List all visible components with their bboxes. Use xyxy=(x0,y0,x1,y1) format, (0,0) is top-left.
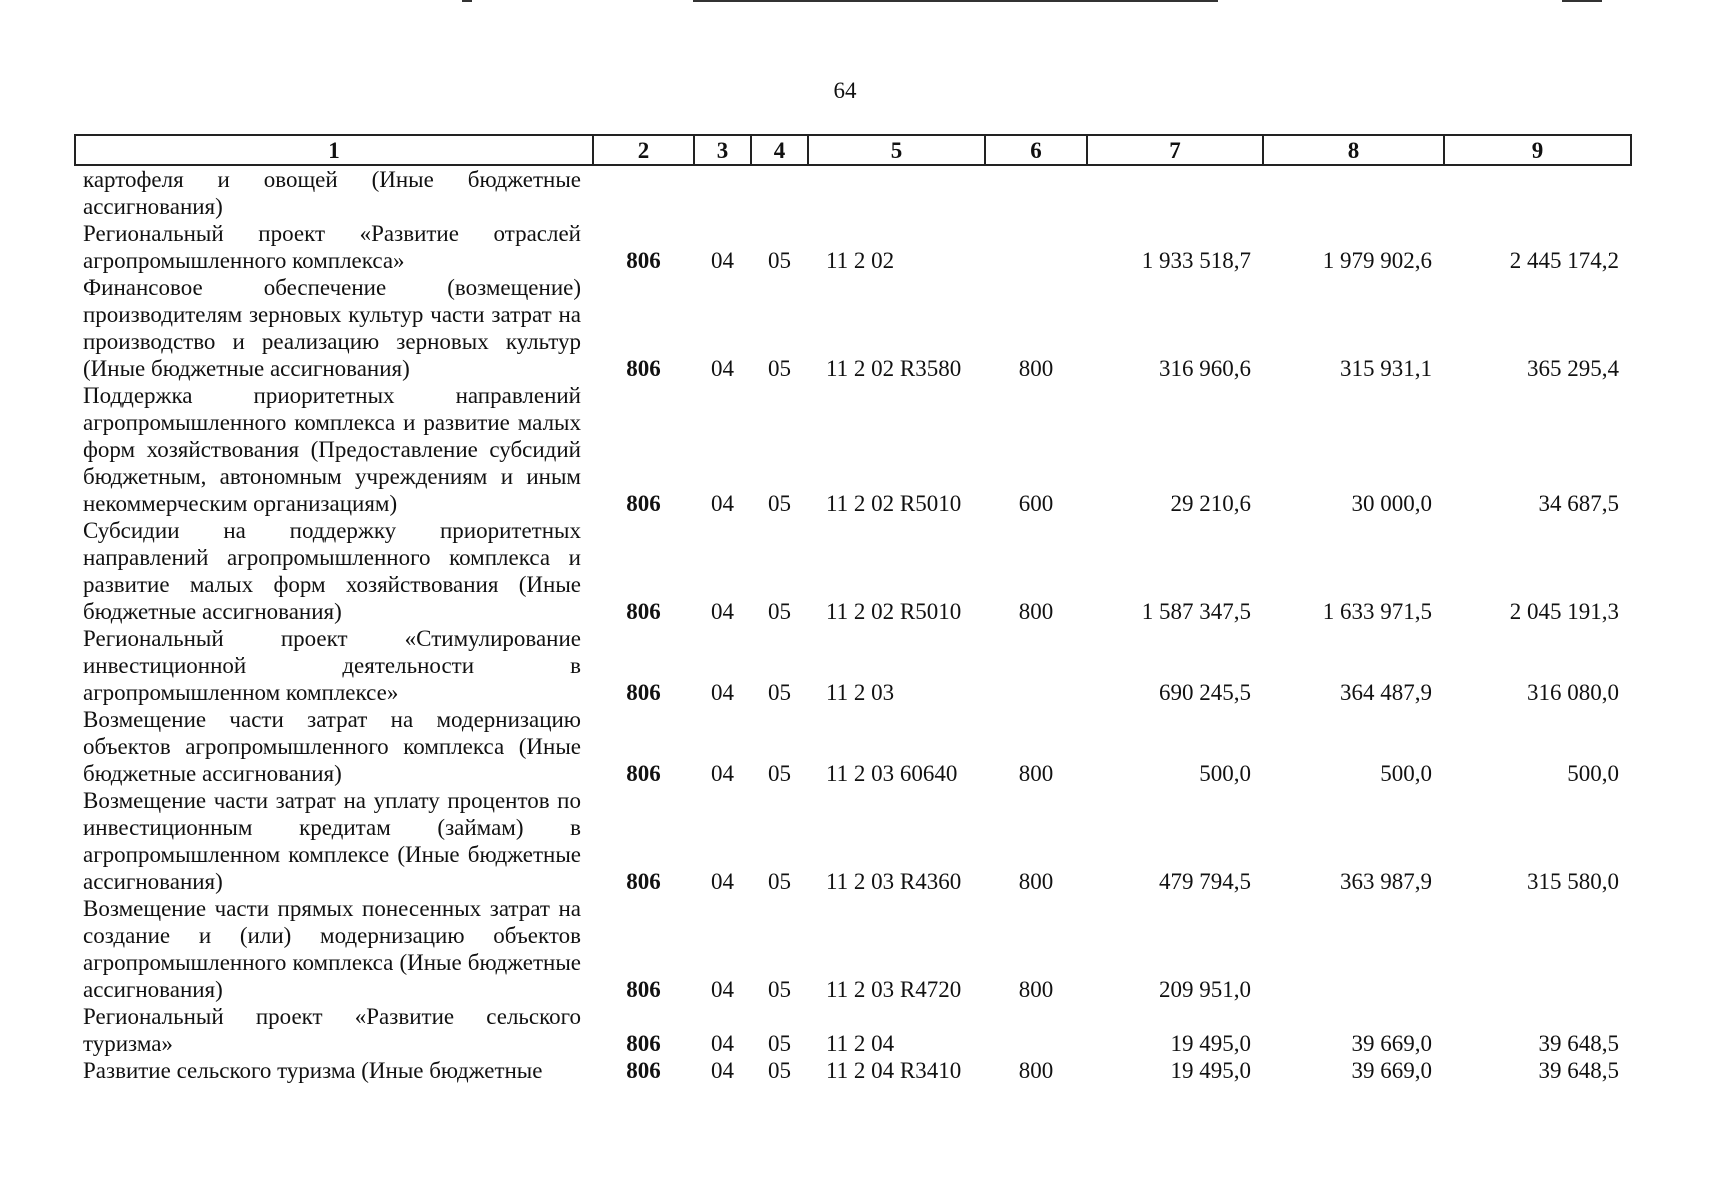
row-subsection: 05 xyxy=(768,248,791,273)
scan-top-line-center xyxy=(693,0,1218,2)
row-subsection xyxy=(751,165,808,220)
row-section: 04 xyxy=(711,977,734,1002)
row-name: Региональный проект «Стимулирование инвестиционной деятельности в агропромышленном комплексе» xyxy=(83,626,581,705)
row-amount-col8: 315 931,1 xyxy=(1340,356,1432,381)
row-ministry-code: 806 xyxy=(626,761,661,786)
budget-table xyxy=(74,134,1632,1084)
row-target-code: 11 2 02 R5010 xyxy=(826,491,962,516)
row-amount-col9: 34 687,5 xyxy=(1538,491,1619,516)
table-row xyxy=(75,706,1631,787)
row-expense-type xyxy=(985,165,1087,220)
row-subsection: 05 xyxy=(768,491,791,516)
row-amount-col7: 29 210,6 xyxy=(1170,491,1251,516)
table-row xyxy=(75,165,1631,220)
header-col-3: 3 xyxy=(694,135,751,165)
row-amount-col8: 1 979 902,6 xyxy=(1322,248,1432,273)
row-amount-col7: 1 933 518,7 xyxy=(1141,248,1251,273)
row-name: Субсидии на поддержку приоритетных направлений агропромышленного комплекса и развитие малых форм хозяйствования (Иные бюджетные ассигнования) xyxy=(83,518,581,624)
row-amount-col8 xyxy=(1263,165,1444,220)
table-row xyxy=(75,1057,1631,1084)
row-section: 04 xyxy=(711,356,734,381)
table-row xyxy=(75,1003,1631,1057)
header-col-8: 8 xyxy=(1263,135,1444,165)
row-amount-col7: 209 951,0 xyxy=(1159,977,1251,1002)
row-subsection: 05 xyxy=(768,1031,791,1056)
table-body xyxy=(75,165,1631,1084)
scan-top-line-right xyxy=(1562,0,1602,2)
budget-table-container xyxy=(74,134,1630,1084)
row-expense-type: 800 xyxy=(1018,356,1054,381)
row-amount-col9: 39 648,5 xyxy=(1538,1031,1619,1056)
row-amount-col9: 500,0 xyxy=(1567,761,1619,786)
row-target-code: 11 2 02 R5010 xyxy=(826,599,962,624)
row-amount-col7 xyxy=(1087,165,1263,220)
row-name: Региональный проект «Развитие отраслей агропромышленного комплекса» xyxy=(83,221,581,273)
scan-top-line-left xyxy=(462,0,472,2)
row-amount-col8: 363 987,9 xyxy=(1340,869,1432,894)
row-target-code: 11 2 02 xyxy=(826,248,895,273)
row-subsection: 05 xyxy=(768,356,791,381)
row-name: Развитие сельского туризма (Иные бюджетные xyxy=(83,1058,543,1083)
row-name: Поддержка приоритетных направлений агропромышленного комплекса и развитие малых форм хозяйствования (Предоставление субсидий бюджетным, автономным учреждениям и иным некоммерческим организациям) xyxy=(83,383,581,516)
row-section: 04 xyxy=(711,599,734,624)
row-amount-col7: 19 495,0 xyxy=(1170,1031,1251,1056)
row-section: 04 xyxy=(711,680,734,705)
row-name: Региональный проект «Развитие сельского туризма» xyxy=(83,1004,581,1056)
row-amount-col9: 316 080,0 xyxy=(1527,680,1619,705)
row-subsection: 05 xyxy=(768,1058,791,1083)
row-expense-type xyxy=(985,625,1087,706)
row-amount-col9 xyxy=(1444,895,1631,1003)
table-row xyxy=(75,787,1631,895)
row-amount-col9: 39 648,5 xyxy=(1538,1058,1619,1083)
row-name: картофеля и овощей (Иные бюджетные ассигнования) xyxy=(83,167,581,219)
row-target-code: 11 2 04 xyxy=(826,1031,895,1056)
row-amount-col9: 2 445 174,2 xyxy=(1509,248,1619,273)
row-ministry-code: 806 xyxy=(626,356,661,381)
row-ministry-code: 806 xyxy=(626,1031,661,1056)
row-section: 04 xyxy=(711,869,734,894)
table-row xyxy=(75,274,1631,382)
table-row xyxy=(75,220,1631,274)
row-expense-type: 600 xyxy=(1018,491,1054,516)
row-name: Возмещение части затрат на уплату процентов по инвестиционным кредитам (займам) в агропромышленном комплексе (Иные бюджетные ассигнования) xyxy=(83,788,581,894)
table-row xyxy=(75,625,1631,706)
row-section: 04 xyxy=(711,1031,734,1056)
row-expense-type: 800 xyxy=(1018,599,1054,624)
row-amount-col7: 500,0 xyxy=(1199,761,1251,786)
row-expense-type xyxy=(985,220,1087,274)
header-col-6: 6 xyxy=(985,135,1087,165)
header-col-2: 2 xyxy=(593,135,694,165)
row-name: Возмещение части затрат на модернизацию объектов агропромышленного комплекса (Иные бюджетные ассигнования) xyxy=(83,707,581,786)
header-col-9: 9 xyxy=(1444,135,1631,165)
row-ministry-code: 806 xyxy=(626,599,661,624)
row-target-code: 11 2 03 xyxy=(826,680,895,705)
row-target-code: 11 2 03 60640 xyxy=(826,761,958,786)
row-amount-col8: 39 669,0 xyxy=(1351,1031,1432,1056)
row-ministry-code: 806 xyxy=(626,977,661,1002)
row-ministry-code xyxy=(593,165,694,220)
row-amount-col7: 690 245,5 xyxy=(1159,680,1251,705)
row-amount-col9: 365 295,4 xyxy=(1527,356,1619,381)
row-ministry-code: 806 xyxy=(626,869,661,894)
row-amount-col9: 315 580,0 xyxy=(1527,869,1619,894)
table-row xyxy=(75,382,1631,517)
row-expense-type: 800 xyxy=(1018,869,1054,894)
row-ministry-code: 806 xyxy=(626,248,661,273)
row-expense-type: 800 xyxy=(1018,977,1054,1002)
row-amount-col7: 1 587 347,5 xyxy=(1141,599,1251,624)
row-name: Финансовое обеспечение (возмещение) производителям зерновых культур части затрат на производство и реализацию зерновых культур (Иные бюджетные ассигнования) xyxy=(83,275,581,381)
row-ministry-code: 806 xyxy=(626,1058,661,1083)
row-amount-col8: 39 669,0 xyxy=(1351,1058,1432,1083)
row-amount-col9: 2 045 191,3 xyxy=(1509,599,1619,624)
row-amount-col7: 316 960,6 xyxy=(1159,356,1251,381)
row-target-code: 11 2 04 R3410 xyxy=(826,1058,962,1083)
row-ministry-code: 806 xyxy=(626,680,661,705)
row-amount-col7: 479 794,5 xyxy=(1159,869,1251,894)
row-subsection: 05 xyxy=(768,761,791,786)
row-section: 04 xyxy=(711,491,734,516)
row-target-code: 11 2 03 R4720 xyxy=(826,977,962,1002)
row-ministry-code: 806 xyxy=(626,491,661,516)
table-row xyxy=(75,517,1631,625)
row-amount-col8 xyxy=(1263,895,1444,1003)
row-expense-type xyxy=(985,1003,1087,1057)
row-amount-col8: 364 487,9 xyxy=(1340,680,1432,705)
row-name: Возмещение части прямых понесенных затрат на создание и (или) модернизацию объектов агропромышленного комплекса (Иные бюджетные ассигнования) xyxy=(83,896,581,1002)
row-subsection: 05 xyxy=(768,599,791,624)
row-section xyxy=(694,165,751,220)
row-expense-type: 800 xyxy=(1018,1058,1054,1083)
row-subsection: 05 xyxy=(768,977,791,1002)
row-expense-type: 800 xyxy=(1018,761,1054,786)
page-number: 64 xyxy=(833,78,857,103)
row-section: 04 xyxy=(711,1058,734,1083)
row-target-code: 11 2 02 R3580 xyxy=(826,356,962,381)
row-target-code: 11 2 03 R4360 xyxy=(826,869,962,894)
header-col-1: 1 xyxy=(75,135,593,165)
row-target-code xyxy=(808,165,985,220)
row-subsection: 05 xyxy=(768,680,791,705)
row-amount-col8: 500,0 xyxy=(1380,761,1432,786)
row-amount-col9 xyxy=(1444,165,1631,220)
table-header-row xyxy=(75,135,1631,165)
row-amount-col7: 19 495,0 xyxy=(1170,1058,1251,1083)
header-col-5: 5 xyxy=(808,135,985,165)
row-subsection: 05 xyxy=(768,869,791,894)
row-section: 04 xyxy=(711,761,734,786)
table-row xyxy=(75,895,1631,1003)
row-amount-col8: 1 633 971,5 xyxy=(1322,599,1432,624)
header-col-7: 7 xyxy=(1087,135,1263,165)
header-col-4: 4 xyxy=(751,135,808,165)
row-amount-col8: 30 000,0 xyxy=(1351,491,1432,516)
row-section: 04 xyxy=(711,248,734,273)
